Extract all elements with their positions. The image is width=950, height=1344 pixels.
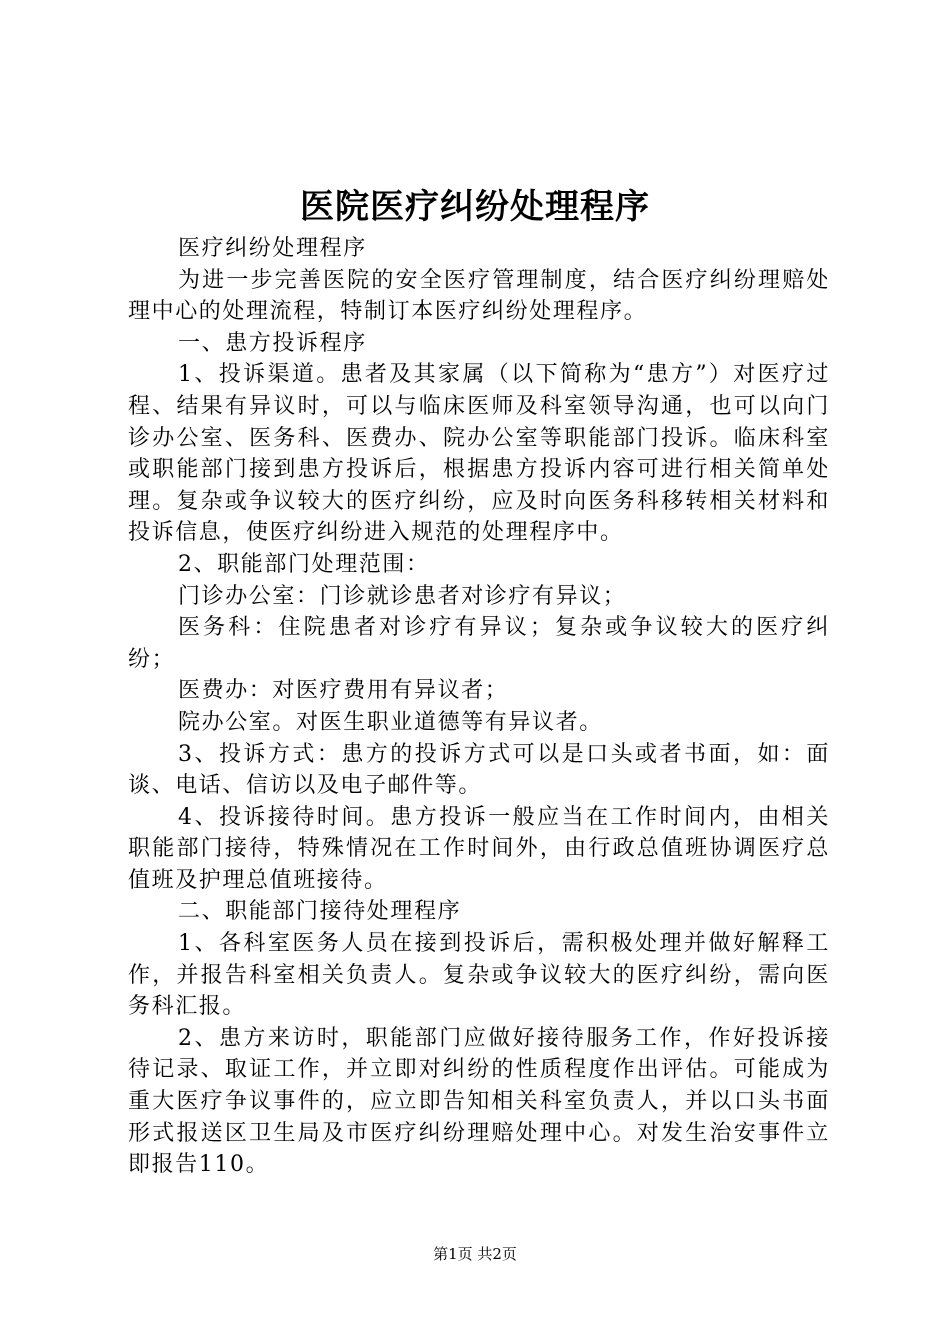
paragraph-reception-time: 4、投诉接待时间。患方投诉一般应当在工作时间内，由相关职能部门接待，特殊情况在工作时间外，由行政总值班协调医疗总值班及护理总值班接待。 bbox=[128, 804, 830, 893]
paragraph-complaint-channel: 1、投诉渠道。患者及其家属（以下简称为“患方”）对医疗过程、结果有异议时，可以与临床医师及科室领导沟通，也可以向门诊办公室、医务科、医费办、院办公室等职能部门投诉。临床科室或职能部门接到患方投诉后，根据患方投诉内容可进行相关简单处理。复杂或争议较大的医疗纠纷，应及时向医务科移转相关材料和投诉信息，使医疗纠纷进入规范的处理程序中。 bbox=[128, 362, 830, 546]
section-heading-1: 一、患方投诉程序 bbox=[178, 330, 367, 356]
paragraph-intro: 为进一步完善医院的安全医疗管理制度，结合医疗纠纷理赔处理中心的处理流程，特制订本医疗纠纷处理程序。 bbox=[128, 267, 830, 325]
paragraph-billing-office: 医费办：对医疗费用有异议者； bbox=[178, 678, 509, 704]
document-body bbox=[128, 233, 830, 1181]
page-footer: 第1页 共2页 bbox=[433, 1245, 517, 1263]
paragraph-visit-handling: 2、患方来访时，职能部门应做好接待服务工作，作好投诉接待记录、取证工作，并立即对纠纷的性质程度作出评估。可能成为重大医疗争议事件的，应立即告知相关科室负责人，并以口头书面形式报送区卫生局及市医疗纠纷理赔处理中心。对发生治安事件立即报告110。 bbox=[128, 1025, 830, 1178]
paragraph-complaint-method: 3、投诉方式：患方的投诉方式可以是口头或者书面，如：面谈、电话、信访以及电子邮件等。 bbox=[128, 741, 830, 799]
paragraph-staff-handling: 1、各科室医务人员在接到投诉后，需积极处理并做好解释工作，并报告科室相关负责人。复杂或争议较大的医疗纠纷，需向医务科汇报。 bbox=[128, 931, 830, 1020]
paragraph-outpatient-office: 门诊办公室：门诊就诊患者对诊疗有异议； bbox=[178, 583, 627, 609]
paragraph-medical-affairs: 医务科：住院患者对诊疗有异议；复杂或争议较大的医疗纠纷； bbox=[128, 615, 830, 672]
section-heading-2: 二、职能部门接待处理程序 bbox=[178, 899, 462, 925]
paragraph-subtitle: 医疗纠纷处理程序 bbox=[178, 236, 367, 261]
document-title: 医院医疗纠纷处理程序 bbox=[300, 187, 650, 227]
paragraph-department-scope: 2、职能部门处理范围： bbox=[178, 551, 430, 577]
paragraph-hospital-office: 院办公室。对医生职业道德等有异议者。 bbox=[178, 709, 603, 735]
